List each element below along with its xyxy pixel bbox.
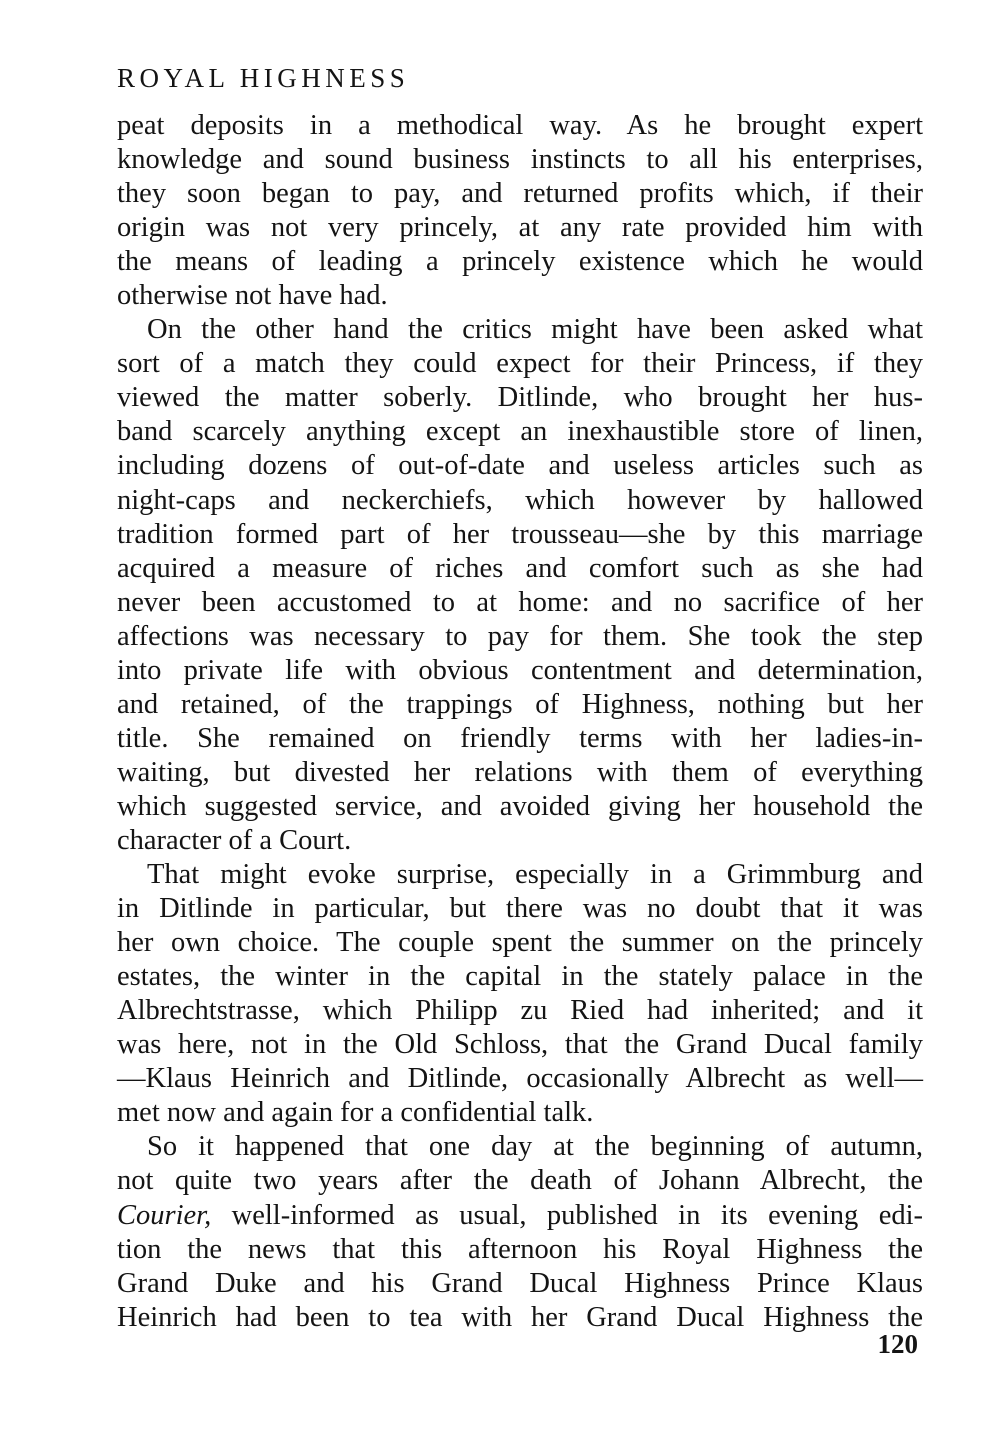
text-line: —Klaus Heinrich and Ditlinde, occasionally Albrecht as well— — [117, 1063, 923, 1095]
text-line: estates, the winter in the capital in the stately palace in the — [117, 961, 923, 993]
text-line: That might evoke surprise, especially in a Grimmburg and — [147, 859, 923, 891]
text-line: into private life with obvious contentment and determination, — [117, 654, 923, 686]
text-line: never been accustomed to at home: and no sacrifice of her — [117, 586, 923, 618]
text-line: tradition formed part of her trousseau—she by this marriage — [117, 518, 923, 550]
text-line: the means of leading a princely existence which he would — [117, 246, 923, 278]
text-line: met now and again for a confidential talk. — [117, 1097, 594, 1129]
text-line: otherwise not have had. — [117, 280, 388, 312]
text-line: Heinrich had been to tea with her Grand Ducal Highness the — [117, 1301, 923, 1333]
text-line: night-caps and neckerchiefs, which however by hallowed — [117, 484, 923, 516]
text-line: Grand Duke and his Grand Ducal Highness Prince Klaus — [117, 1267, 923, 1299]
text-line: and retained, of the trappings of Highness, nothing but her — [117, 688, 923, 720]
text-line: band scarcely anything except an inexhaustible store of linen, — [117, 416, 923, 448]
text-line: knowledge and sound business instincts to all his enterprises, — [117, 144, 923, 176]
text-line: So it happened that one day at the beginning of autumn, — [147, 1131, 923, 1163]
text-line: was here, not in the Old Schloss, that the Grand Ducal family — [117, 1029, 923, 1061]
text-line: in Ditlinde in particular, but there was no doubt that it was — [117, 893, 923, 925]
text-line: origin was not very princely, at any rate provided him with — [117, 212, 923, 244]
text-line-rest: well-informed as usual, published in its evening edi- — [211, 1199, 923, 1231]
text-line: waiting, but divested her relations with them of everything — [117, 756, 923, 788]
text-line: sort of a match they could expect for their Princess, if they — [117, 348, 923, 380]
text-line: character of a Court. — [117, 824, 352, 856]
italic-title: Courier, — [117, 1199, 212, 1231]
text-line: not quite two years after the death of Johann Albrecht, the — [117, 1165, 923, 1197]
text-line: which suggested service, and avoided giving her household the — [117, 790, 923, 822]
page-number: 120 — [877, 1329, 918, 1359]
text-line: On the other hand the critics might have been asked what — [147, 314, 923, 346]
text-line: they soon began to pay, and returned profits which, if their — [117, 178, 923, 210]
text-line: tion the news that this afternoon his Royal Highness the — [117, 1233, 923, 1265]
text-line: her own choice. The couple spent the summer on the princely — [117, 927, 923, 959]
text-line: affections was necessary to pay for them. She took the step — [117, 620, 923, 652]
body-text — [117, 109, 923, 1335]
text-line: acquired a measure of riches and comfort such as she had — [117, 552, 923, 584]
running-head: ROYAL HIGHNESS — [117, 63, 410, 93]
text-line — [117, 1199, 923, 1233]
text-line: Albrechtstrasse, which Philipp zu Ried had inherited; and it — [117, 995, 923, 1027]
text-line: title. She remained on friendly terms with her ladies-in- — [117, 722, 923, 754]
text-line: viewed the matter soberly. Ditlinde, who brought her hus- — [117, 382, 923, 414]
text-line: peat deposits in a methodical way. As he brought expert — [117, 110, 923, 141]
text-line: including dozens of out-of-date and useless articles such as — [117, 450, 923, 482]
